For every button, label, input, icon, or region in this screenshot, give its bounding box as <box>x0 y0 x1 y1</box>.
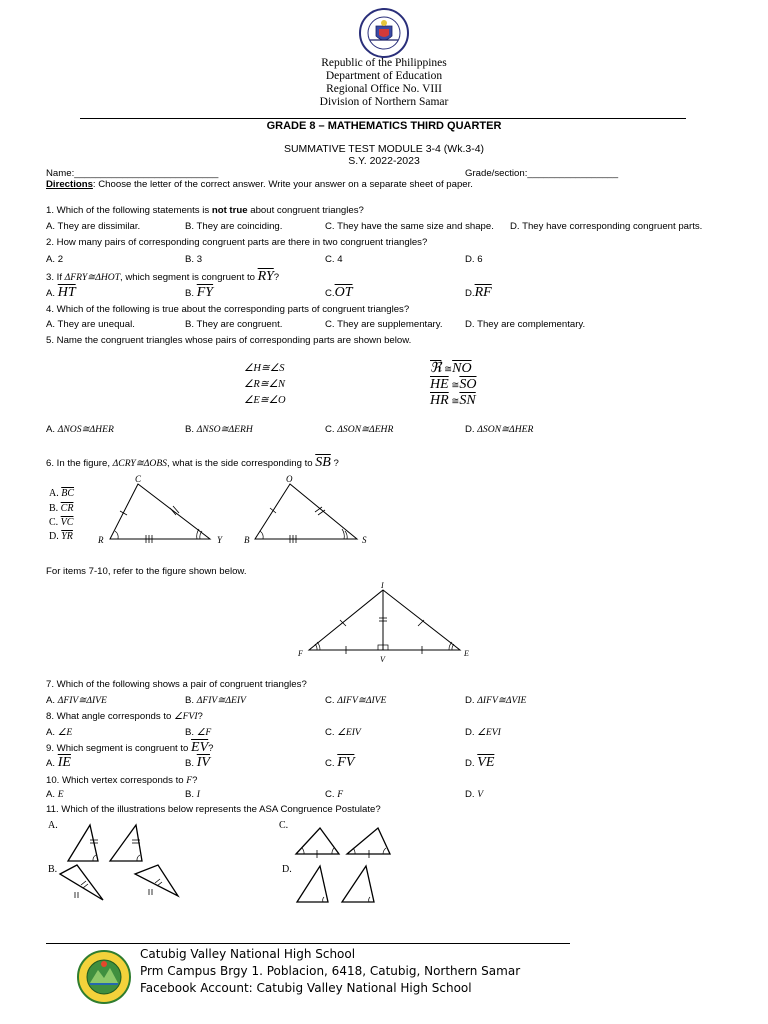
question-9: 9. Which segment is congruent to $\overline{EV}$? <box>46 740 214 755</box>
items-7-10-instruction: For items 7-10, refer to the figure shown below. <box>46 566 247 577</box>
q9-option-b: B. $\overline{IV}$ <box>185 755 210 770</box>
q2-option-d: D. 6 <box>465 254 483 265</box>
q11-label-b: B. <box>48 864 58 875</box>
division-line: Division of Northern Samar <box>319 96 449 108</box>
vertex-i-label: I <box>381 581 384 590</box>
q6-option-d: D. $\overline{YR}$ <box>49 531 73 542</box>
department-line: Department of Education <box>325 70 443 82</box>
q1-option-c: C. They have the same size and shape. <box>325 221 494 232</box>
q8-option-b: B. ∠F <box>185 727 212 738</box>
q11-label-d: D. <box>282 864 292 875</box>
q6-option-b: B. $\overline{CR}$ <box>49 503 74 514</box>
q6-triangle-figure <box>90 470 390 555</box>
q2-option-b: B. 3 <box>185 254 203 265</box>
grade-section-field: Grade/section:_________________ <box>465 168 619 179</box>
test-title: SUMMATIVE TEST MODULE 3-4 (Wk.3-4) <box>283 143 485 155</box>
header-divider <box>80 118 686 119</box>
question-4: 4. Which of the following is true about the corresponding parts of congruent triangles? <box>46 304 410 315</box>
vertex-o-label: O <box>286 474 293 484</box>
q5-segment-3: $\overline{HR}$ $≅\overline{SN}$ <box>430 393 476 408</box>
q1-option-b: B. They are coinciding. <box>185 221 283 232</box>
q10-option-a: A. E <box>46 789 64 800</box>
q7-option-c: C. ΔIFV≅ΔIVE <box>325 695 387 706</box>
school-year: S.Y. 2022-2023 <box>348 155 420 167</box>
q3-option-b: B. $\overline{FY}$ <box>185 285 214 300</box>
fiv-eiv-figure <box>290 578 480 666</box>
q8-option-d: D. ∠EVI <box>465 727 501 738</box>
republic-line: Republic of the Philippines <box>321 57 447 69</box>
q9-option-d: D. $\overline{VE}$ <box>465 755 495 770</box>
asa-illustration-d <box>292 862 382 906</box>
school-logo <box>76 950 132 1004</box>
q7-option-a: A. ΔFIV≅ΔIVE <box>46 695 107 706</box>
q3-option-a: A. $\overline{HT}$ <box>46 285 76 300</box>
q4-option-a: A. They are unequal. <box>46 319 135 330</box>
vertex-c-label: C <box>135 474 142 484</box>
q5-angle-1: ∠H≅∠S <box>244 363 285 374</box>
q7-option-b: B. ΔFIV≅ΔEIV <box>185 695 246 706</box>
question-8: 8. What angle corresponds to ∠FVI? <box>46 711 203 722</box>
q1-option-a: A. They are dissimilar. <box>46 221 141 232</box>
q5-segment-2: $\overline{HE}$ $≅\overline{SO}$ <box>430 377 477 392</box>
question-3: 3. If ΔFRY≅ΔHOT, which segment is congruent to $\overline{RY}$? <box>46 269 280 284</box>
asa-illustration-c <box>292 822 402 860</box>
footer-address: Prm Campus Brgy 1. Poblacion, 6418, Catubig, Northern Samar <box>140 964 521 978</box>
directions: Directions: Choose the letter of the correct answer. Write your answer on a separate sheet of paper. <box>46 179 473 190</box>
grade-title: GRADE 8 – MATHEMATICS THIRD QUARTER <box>266 120 502 132</box>
vertex-r-label: R <box>98 535 104 545</box>
q1-option-d: D. They have corresponding congruent parts. <box>510 221 703 232</box>
question-10: 10. Which vertex corresponds to F? <box>46 775 198 786</box>
q5-option-d: D. ΔSON≅ΔHER <box>465 424 534 435</box>
vertex-f-label: F <box>298 649 303 658</box>
q5-option-a: A. ΔNOS≅ΔHER <box>46 424 114 435</box>
q10-option-c: C. F <box>325 789 344 800</box>
q11-label-a: A. <box>48 820 58 831</box>
footer-school-name: Catubig Valley National High School <box>140 947 356 961</box>
q3-option-d: $D.\overline{RF}$ <box>465 285 492 300</box>
q11-label-c: C. <box>279 820 289 831</box>
q5-option-c: C. ΔSON≅ΔEHR <box>325 424 394 435</box>
q6-option-a: A. $\overline{BC}$ <box>49 488 75 499</box>
q4-option-b: B. They are congruent. <box>185 319 283 330</box>
q7-option-d: D. ΔIFV≅ΔVIE <box>465 695 527 706</box>
question-11: 11. Which of the illustrations below represents the ASA Congruence Postulate? <box>46 804 381 815</box>
q3-option-c: $C.\overline{OT}$ <box>325 285 353 300</box>
asa-illustration-b <box>55 862 195 904</box>
q5-angle-2: ∠R≅∠N <box>244 379 286 390</box>
name-field: Name:___________________________ <box>46 168 219 179</box>
q10-option-d: D. V <box>465 789 484 800</box>
vertex-s-label: S <box>362 535 367 545</box>
q10-option-b: B. I <box>185 789 200 800</box>
q5-segment-1: ℜ $≅\overline{NO}$ <box>430 361 472 376</box>
q8-option-a: A. ∠E <box>46 727 73 738</box>
q9-option-a: A. $\overline{IE}$ <box>46 755 71 770</box>
question-7: 7. Which of the following shows a pair of congruent triangles? <box>46 679 307 690</box>
q8-option-c: C. ∠EIV <box>325 727 361 738</box>
q4-option-c: C. They are supplementary. <box>325 319 443 330</box>
q4-option-d: D. They are complementary. <box>465 319 586 330</box>
vertex-e-label: E <box>464 649 469 658</box>
q2-option-a: A. 2 <box>46 254 64 265</box>
q5-angle-3: ∠E≅∠O <box>244 395 286 406</box>
q2-option-c: C. 4 <box>325 254 343 265</box>
vertex-b-label: B <box>244 535 250 545</box>
footer-facebook: Facebook Account: Catubig Valley National High School <box>140 981 472 995</box>
vertex-y-label: Y <box>217 535 223 545</box>
q9-option-c: C. $\overline{FV}$ <box>325 755 355 770</box>
question-1: 1. Which of the following statements is not true about congruent triangles? <box>46 205 364 216</box>
vertex-v-label: V <box>380 655 385 664</box>
regional-office-line: Regional Office No. VIII <box>326 83 442 95</box>
q5-option-b: B. ΔNSO≅ΔERH <box>185 424 253 435</box>
footer-divider <box>46 943 570 944</box>
asa-illustration-a <box>60 822 160 864</box>
question-6: 6. In the figure, ΔCRY≅ΔOBS, what is the side corresponding to $\overline{SB}$ ? <box>46 455 339 470</box>
deped-seal <box>352 8 416 58</box>
question-5: 5. Name the congruent triangles whose pairs of corresponding parts are shown below. <box>46 335 412 346</box>
question-2: 2. How many pairs of corresponding congruent parts are there in two congruent triangles? <box>46 237 428 248</box>
q6-option-c: C. $\overline{VC}$ <box>49 517 74 528</box>
